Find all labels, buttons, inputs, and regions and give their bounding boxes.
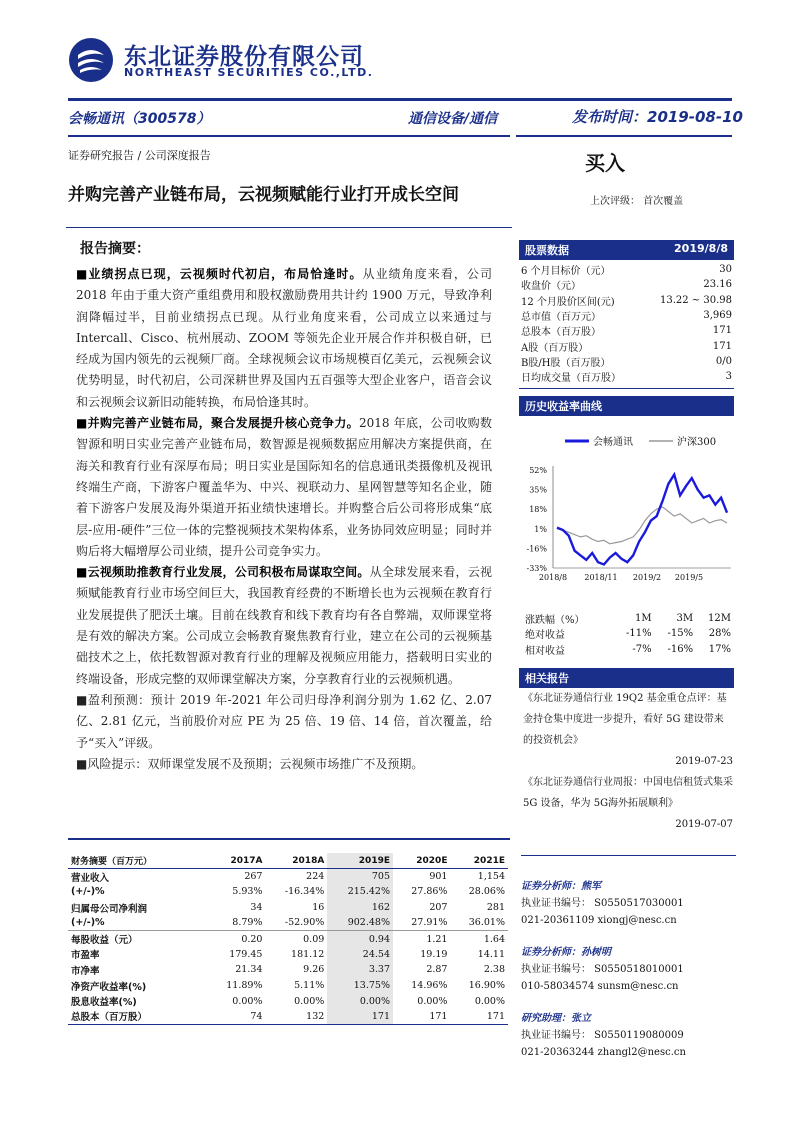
industry-label: 通信设备/通信	[408, 111, 498, 127]
stock-data-row	[519, 308, 734, 323]
company-name-cn: 东北证券股份有限公司	[124, 44, 364, 70]
analyst-entry	[521, 944, 731, 995]
fin-cell: 0.00%	[327, 993, 393, 1009]
fin-cell: 14.96%	[411, 980, 448, 992]
fin-cell: 171	[429, 1010, 448, 1022]
analyst-contact[interactable]: 010-58034574 sunsm@nesc.cn	[521, 981, 679, 992]
stock-data-value: 171	[712, 325, 732, 337]
returns-cell: -7%	[632, 643, 652, 655]
fin-row	[68, 869, 508, 885]
fin-cell: 1.64	[483, 933, 505, 945]
company-logo-icon	[68, 37, 114, 83]
stock-data-value: 171	[712, 340, 732, 352]
fin-cell: 162	[327, 900, 393, 916]
fin-row	[68, 978, 508, 994]
fin-top-rule	[68, 838, 510, 840]
fin-cell: 215.42%	[327, 884, 393, 900]
fin-cell: 5.11%	[294, 980, 325, 992]
stock-data-value: 0/0	[715, 355, 732, 367]
x-tick-label: 2019/2	[632, 573, 662, 582]
chart-header: 历史收益率曲线	[519, 396, 734, 416]
stock-data-rule	[519, 388, 734, 389]
fin-row	[68, 931, 508, 947]
related-item[interactable]: 《东北证券通信行业周报：中国电信租赁式集采 5G 设备，华为 5G海外拓展顺利》	[523, 777, 733, 809]
fin-label: 净资产收益率(%)	[71, 981, 147, 993]
fin-label: (+/-)%	[71, 886, 105, 898]
returns-cell: 12M	[708, 613, 731, 625]
fin-row	[68, 962, 508, 978]
analyst-role: 证券分析师：熊军	[521, 881, 601, 892]
fin-cell: 27.86%	[411, 886, 448, 898]
fin-cell: 181.12	[291, 948, 325, 960]
fin-cell: 34	[250, 902, 263, 914]
fin-cell: 132	[306, 1010, 325, 1022]
stock-data-date: 2019/8/8	[674, 242, 728, 255]
fin-cell: 2020E	[416, 855, 448, 866]
stock-data-value: 3,969	[703, 310, 732, 322]
summary-p4: ■盈利预测：预计 2019 年-2021 年公司归母净利润分别为 1.62 亿、2.07 亿、2.81 亿元，当前股价对应 PE 为 25 倍、19 倍、14 倍，首次覆盖，给予“买入”评级。	[76, 692, 492, 750]
stock-data-key: 总市值（百万元）	[521, 312, 601, 324]
summary-body	[76, 264, 492, 775]
header-rule-right	[516, 135, 732, 137]
stock-name: 会畅通讯（300578）	[68, 111, 211, 127]
summary-top-rule	[66, 227, 512, 228]
page-title: 并购完善产业链布局，云视频赋能行业打开成长空间	[68, 185, 459, 205]
fin-cell: 0.09	[303, 933, 325, 945]
returns-table	[523, 611, 733, 657]
returns-header-row	[523, 611, 733, 626]
top-rule	[68, 98, 732, 101]
stock-data-key: 6 个月目标价（元）	[521, 266, 611, 278]
fin-header-row	[68, 853, 508, 869]
fin-label: 市净率	[71, 965, 100, 977]
fin-cell: 28.06%	[468, 886, 505, 898]
financial-table	[68, 853, 508, 1025]
fin-label: 每股收益（元）	[71, 935, 138, 947]
related-item[interactable]: 《东北证券通信行业 19Q2 基金重仓点评：基金持仓集中度进一步提升，看好 5G 建设带来的投资机会》	[523, 693, 727, 746]
summary-p1: ■业绩拐点已现，云视频时代初启，布局恰逢时。从业绩角度来看，公司 2018 年由于重大资产重组费用和股权激励费用共计约 1900 万元，导致净利润降幅过半，目前业绩拐点已现。从行业角度来看，公司成立以来通过与 Intercall、Cisco、杭州展动、ZOOM 等领先企业开展合作并积极自研，已经成为国内领先的云视频厂商。全球视频会议市场规模百亿美元，云视频会议优势明显，时代初启，公司深耕世界及国内五百强等大型企业客户，语音会议和云视频会议新旧动能转换，布局恰逢其时。	[76, 267, 492, 409]
legend-label-0: 会畅通讯	[593, 437, 633, 448]
fin-row	[68, 1009, 508, 1025]
fin-cell: 902.48%	[327, 915, 393, 931]
analyst-contact[interactable]: 021-20361109 xiongj@nesc.cn	[521, 915, 677, 926]
fin-cell: 207	[429, 902, 448, 914]
fin-row	[68, 884, 508, 900]
fin-cell: 0.00%	[232, 995, 263, 1007]
returns-cell: 17%	[708, 643, 731, 655]
returns-cell: 涨跌幅（%）	[525, 615, 585, 627]
fin-cell: 0.00%	[417, 995, 448, 1007]
x-tick-label: 2018/11	[584, 573, 618, 582]
fin-label: 总股本（百万股）	[71, 1012, 148, 1024]
analyst-role: 研究助理：张立	[521, 1013, 591, 1024]
fin-cell: 74	[250, 1010, 263, 1022]
fin-label: 股息收益率(%)	[71, 997, 137, 1009]
fin-cell: 3.37	[327, 962, 393, 978]
stock-data-value: 30	[719, 264, 732, 276]
fin-cell: -16.34%	[284, 886, 325, 898]
fin-cell: 2018A	[292, 855, 325, 866]
stock-data-row	[519, 323, 734, 338]
fin-cell: 11.89%	[226, 980, 263, 992]
fin-cell: 267	[244, 871, 263, 883]
analyst-cert: 执业证书编号： S0550518010001	[521, 964, 684, 975]
returns-cell: -16%	[667, 643, 694, 655]
stock-data-row	[519, 354, 734, 369]
stock-data-key: 收盘价（元）	[521, 281, 581, 293]
last-rating: 上次评级： 首次覆盖	[590, 196, 684, 207]
related-date: 2019-07-07	[675, 819, 733, 830]
stock-data-key: 日均成交量（百万股）	[521, 373, 621, 385]
fin-cell: 0.20	[241, 933, 263, 945]
summary-p5: ■风险提示：双师课堂发展不及预期；云视频市场推广不及预期。	[76, 756, 424, 771]
returns-cell: -15%	[667, 628, 694, 640]
fin-cell: -52.90%	[284, 917, 325, 929]
stock-data-title: 股票数据	[525, 244, 569, 257]
stock-data-key: 总股本（百万股）	[521, 327, 601, 339]
analyst-cert: 执业证书编号： S0550119080009	[521, 1030, 684, 1041]
returns-row	[523, 642, 733, 657]
fin-row	[68, 947, 508, 963]
stock-data-row	[519, 338, 734, 353]
fin-cell: 2017A	[230, 855, 263, 866]
return-chart	[519, 428, 734, 588]
y-tick-label: 18%	[529, 505, 547, 515]
related-header: 相关报告	[519, 668, 734, 688]
release-date: 发布时间：2019-08-10	[572, 108, 743, 126]
fin-row	[68, 900, 508, 916]
stock-data-row	[519, 293, 734, 308]
returns-cell: 28%	[708, 628, 731, 640]
summary-heading: 报告摘要：	[80, 241, 150, 257]
fin-cell: 2.87	[426, 964, 448, 976]
stock-data-value: 13.22 ~ 30.98	[660, 294, 732, 306]
fin-label: 营业收入	[71, 872, 110, 884]
fin-cell: 281	[486, 902, 505, 914]
fin-cell: 19.19	[420, 948, 448, 960]
related-list	[523, 688, 733, 835]
stock-data-box	[519, 240, 734, 389]
fin-cell: 0.00%	[294, 995, 325, 1007]
analyst-entry	[521, 1010, 731, 1061]
x-tick-label: 2019/5	[674, 573, 704, 582]
fin-label: 市盈率	[71, 950, 100, 962]
analyst-block	[521, 878, 731, 1076]
analyst-entry	[521, 878, 731, 929]
fin-label: (+/-)%	[71, 917, 105, 929]
fin-cell: 24.54	[327, 947, 393, 963]
fin-cell: 14.11	[477, 948, 505, 960]
related-date: 2019-07-23	[675, 756, 733, 767]
header-rule-left	[68, 135, 510, 137]
fin-cell: 171	[486, 1010, 505, 1022]
fin-cell: 16	[312, 902, 325, 914]
stock-data-row	[519, 262, 734, 277]
fin-row	[68, 915, 508, 931]
analyst-cert: 执业证书编号： S0550517030001	[521, 898, 684, 909]
stock-data-value: 23.16	[703, 279, 732, 291]
legend-label-1: 沪深300	[677, 437, 717, 448]
fin-cell: 8.79%	[232, 917, 263, 929]
summary-p3: ■云视频助推教育行业发展，公司积极布局谋取空间。从全球发展来看，云视频赋能教育行业市场空间巨大，我国教育经费的不断增长也为云视频在教育行业发展提供了肥沃土壤。目前在线教育和线下教育均有各自弊端，双师课堂将是有效的解决方案。公司成立会畅教育聚焦教育行业，建立在公司的云视频基础技术之上，依托数智源对教育行业的理解及视频应用能力，搭载明日实业的终端设备，形成完整的双师课堂解决方案，分享教育行业的云视频机遇。	[76, 565, 492, 686]
fin-cell: 224	[306, 871, 325, 883]
stock-data-key: B股/H股（百万股）	[521, 357, 611, 369]
fin-row	[68, 993, 508, 1009]
analyst-rule	[521, 855, 736, 856]
stock-data-key: 12 个月股价区间(元)	[521, 296, 615, 308]
company-name-en: NORTHEAST SECURITIES CO.,LTD.	[124, 66, 374, 79]
fin-cell: 36.01%	[468, 917, 505, 929]
returns-cell: 绝对收益	[525, 630, 565, 642]
rating: 买入	[585, 151, 625, 175]
fin-cell: 5.93%	[232, 886, 263, 898]
summary-p2: ■并购完善产业链布局，聚合发展提升核心竞争力。2018 年底，公司收购数智源和明日实业完善产业链布局，数智源是视频数据应用解决方案提供商，在海关和教育行业有深厚布局；明日实业是国际知名的信息通讯类摄像机及视讯终端生产商，下游客户覆盖华为、中兴、视联动力、星网智慧等知名企业，随着下游客户发展及海外渠道开拓业绩快速增长。并购整合后公司将形成集“底层-应用-硬件”三位一体的完整视频技术架构体系，业务协同效应明显；同时并购后将大幅增厚公司业绩，提升公司竞争实力。	[76, 416, 492, 558]
fin-cell: 901	[429, 871, 448, 883]
fin-cell: 9.26	[303, 964, 325, 976]
stock-data-row	[519, 277, 734, 292]
fin-cell: 705	[327, 869, 393, 885]
fin-cell: 1.21	[426, 933, 448, 945]
fin-label: 财务摘要（百万元）	[71, 857, 153, 868]
y-tick-label: 1%	[534, 524, 547, 534]
stock-data-value: 3	[725, 371, 732, 383]
fin-cell: 27.91%	[411, 917, 448, 929]
fin-cell: 16.90%	[468, 980, 505, 992]
y-tick-label: 52%	[529, 466, 547, 475]
fin-cell: 21.34	[235, 964, 263, 976]
fin-cell: 0.94	[327, 931, 393, 947]
fin-cell: 13.75%	[327, 978, 393, 994]
analyst-role: 证券分析师：孙树明	[521, 947, 611, 958]
returns-cell: 相对收益	[525, 645, 565, 657]
analyst-contact[interactable]: 021-20363244 zhangl2@nesc.cn	[521, 1047, 686, 1058]
y-tick-label: 35%	[529, 485, 547, 495]
returns-cell: -11%	[626, 628, 652, 640]
fin-label: 归属母公司净利润	[71, 903, 148, 915]
stock-data-table	[519, 262, 734, 384]
returns-cell: 3M	[676, 613, 694, 625]
fin-cell: 2021E	[473, 855, 505, 866]
fin-cell: 2019E	[327, 853, 393, 869]
fin-cell: 171	[327, 1009, 393, 1025]
stock-data-header	[519, 240, 734, 260]
returns-cell: 1M	[635, 613, 652, 625]
fin-cell: 2.38	[483, 964, 505, 976]
fin-cell: 0.00%	[474, 995, 505, 1007]
returns-row	[523, 626, 733, 641]
report-category: 证券研究报告 / 公司深度报告	[68, 149, 211, 162]
stock-data-row	[519, 369, 734, 384]
y-tick-label: -16%	[526, 544, 547, 554]
fin-cell: 179.45	[229, 948, 263, 960]
stock-data-key: A股（百万股）	[521, 342, 589, 354]
y-tick-label: -33%	[526, 564, 547, 573]
fin-cell: 1,154	[477, 871, 505, 883]
x-tick-label: 2018/8	[538, 573, 568, 582]
